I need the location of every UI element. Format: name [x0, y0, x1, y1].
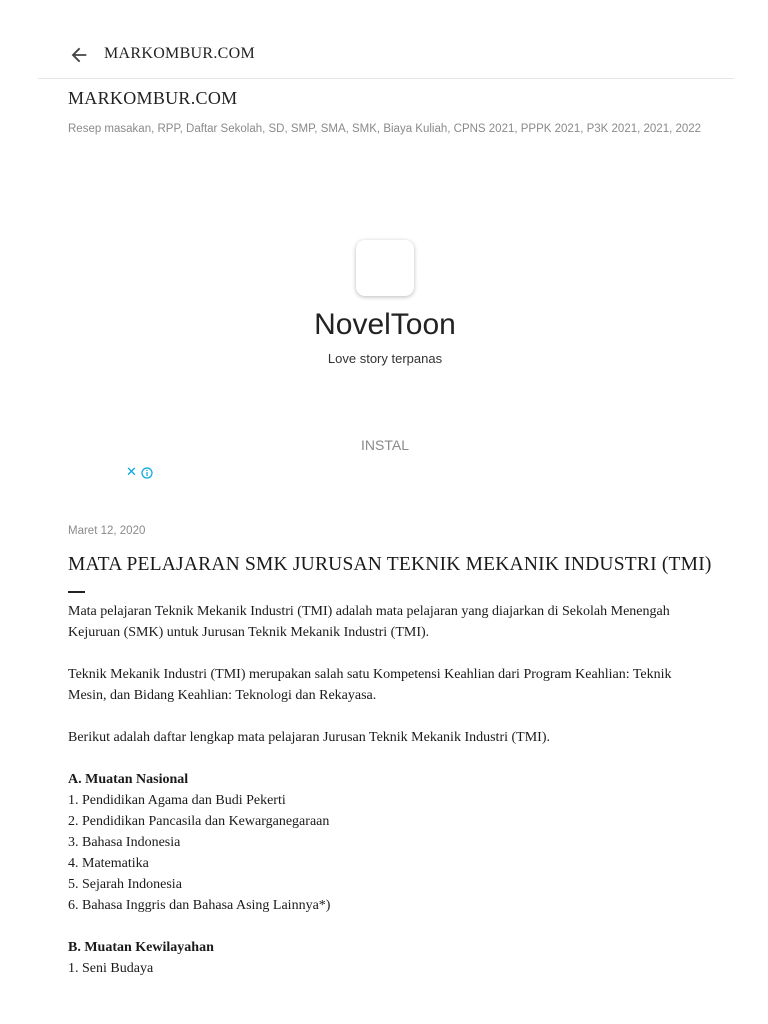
close-icon[interactable]: ✕ [126, 465, 137, 480]
list-item: 2. Pendidikan Pancasila dan Kewarganegaraan [68, 814, 330, 829]
section-heading: A. Muatan Nasional [68, 772, 189, 787]
title-divider [68, 591, 85, 593]
list-item: 1. Seni Budaya [68, 961, 154, 976]
topbar-title[interactable]: MARKOMBUR.COM [104, 45, 256, 62]
site-description: Resep masakan, RPP, Daftar Sekolah, SD, SMP, SMA, SMK, Biaya Kuliah, CPNS 2021, PPPK 2021, P3K 2021, 2021, 2022 [68, 123, 702, 135]
section-heading: B. Muatan Kewilayahan [68, 940, 214, 955]
ad-banner[interactable] [68, 200, 702, 490]
list-item: 4. Matematika [68, 856, 149, 871]
paragraph-competency: Teknik Mekanik Industri (TMI) merupakan salah satu Kompetensi Keahlian dari Program Keahlian: Teknik Mesin, dan Bidang Keahlian: Teknologi dan Rekayasa. [68, 667, 672, 703]
paragraph-intro: Mata pelajaran Teknik Mekanik Industri (TMI) adalah mata pelajaran yang diajarkan di Sekolah Menengah Kejuruan (SMK) untuk Jurusan Teknik Mekanik Industri (TMI). [68, 604, 670, 640]
back-button[interactable] [68, 44, 90, 66]
list-item: 3. Bahasa Indonesia [68, 835, 181, 850]
arrow-left-icon[interactable] [68, 44, 90, 66]
app-icon[interactable] [356, 240, 414, 296]
list-item: 5. Sejarah Indonesia [68, 877, 182, 892]
post-title: MATA PELAJARAN SMK JURUSAN TEKNIK MEKANIK INDUSTRI (TMI) [68, 554, 712, 575]
post-body [68, 601, 708, 979]
ad-app-name[interactable]: NovelToon [314, 308, 456, 341]
list-item: 6. Bahasa Inggris dan Bahasa Asing Lainnya*) [68, 898, 331, 913]
info-icon[interactable] [141, 467, 153, 479]
ad-tagline: Love story terpanas [327, 351, 443, 366]
list-item: 1. Pendidikan Agama dan Budi Pekerti [68, 793, 286, 808]
paragraph-list-intro: Berikut adalah daftar lengkap mata pelajaran Jurusan Teknik Mekanik Industri (TMI). [68, 730, 550, 745]
post-date: Maret 12, 2020 [68, 525, 146, 537]
install-button[interactable]: INSTAL [361, 437, 409, 453]
top-app-bar [38, 30, 734, 79]
site-title[interactable]: MARKOMBUR.COM [68, 88, 238, 108]
